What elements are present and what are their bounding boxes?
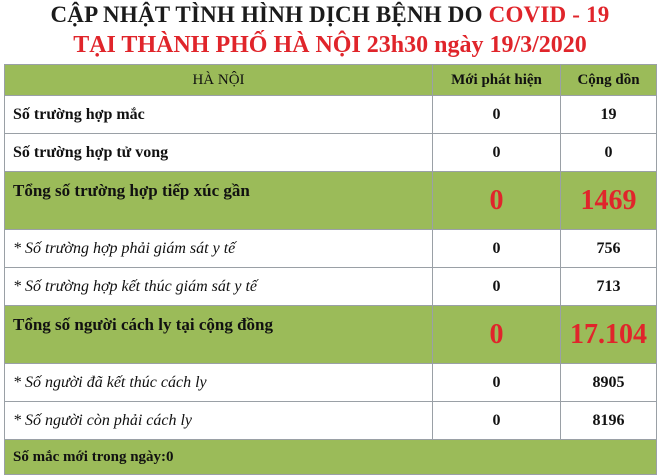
title-highlight: COVID - 19 (488, 2, 610, 27)
footer-daily-new: Số mắc mới trong ngày:0 (5, 440, 657, 475)
covid-stats-table (4, 64, 657, 475)
row-total: 8196 (561, 402, 657, 440)
table-row (5, 402, 657, 440)
header-location: HÀ NỘI (5, 65, 433, 96)
title-line-2: TẠI THÀNH PHỐ HÀ NỘI 23h30 ngày 19/3/2020 (73, 32, 587, 58)
row-total: 0 (561, 134, 657, 172)
row-new: 0 (433, 96, 561, 134)
row-label: Số trường hợp tử vong (5, 134, 433, 172)
table-row-highlight (5, 172, 657, 230)
table-header-row (5, 65, 657, 96)
table-row (5, 230, 657, 268)
row-total: 19 (561, 96, 657, 134)
table-row (5, 364, 657, 402)
row-label: Tổng số người cách ly tại cộng đồng (5, 306, 433, 364)
title-line-1 (0, 2, 660, 28)
row-new: 0 (433, 172, 561, 230)
row-new: 0 (433, 402, 561, 440)
table-row (5, 96, 657, 134)
header-total: Cộng dồn (561, 65, 657, 96)
row-label: Tổng số trường hợp tiếp xúc gần (5, 172, 433, 230)
row-total: 17.104 (561, 306, 657, 364)
table-row (5, 134, 657, 172)
row-total: 756 (561, 230, 657, 268)
row-new: 0 (433, 306, 561, 364)
table-row-highlight (5, 306, 657, 364)
row-new: 0 (433, 134, 561, 172)
row-label: * Số người đã kết thúc cách ly (5, 364, 433, 402)
row-new: 0 (433, 268, 561, 306)
row-new: 0 (433, 364, 561, 402)
table-row (5, 268, 657, 306)
row-label: * Số trường hợp phải giám sát y tế (5, 230, 433, 268)
row-total: 8905 (561, 364, 657, 402)
header-new: Mới phát hiện (433, 65, 561, 96)
row-total: 713 (561, 268, 657, 306)
table-footer-row (5, 440, 657, 475)
row-label: * Số trường hợp kết thúc giám sát y tế (5, 268, 433, 306)
row-label: * Số người còn phải cách ly (5, 402, 433, 440)
row-new: 0 (433, 230, 561, 268)
title-prefix: CẬP NHẬT TÌNH HÌNH DỊCH BỆNH DO (50, 2, 483, 27)
row-total: 1469 (561, 172, 657, 230)
row-label: Số trường hợp mắc (5, 96, 433, 134)
